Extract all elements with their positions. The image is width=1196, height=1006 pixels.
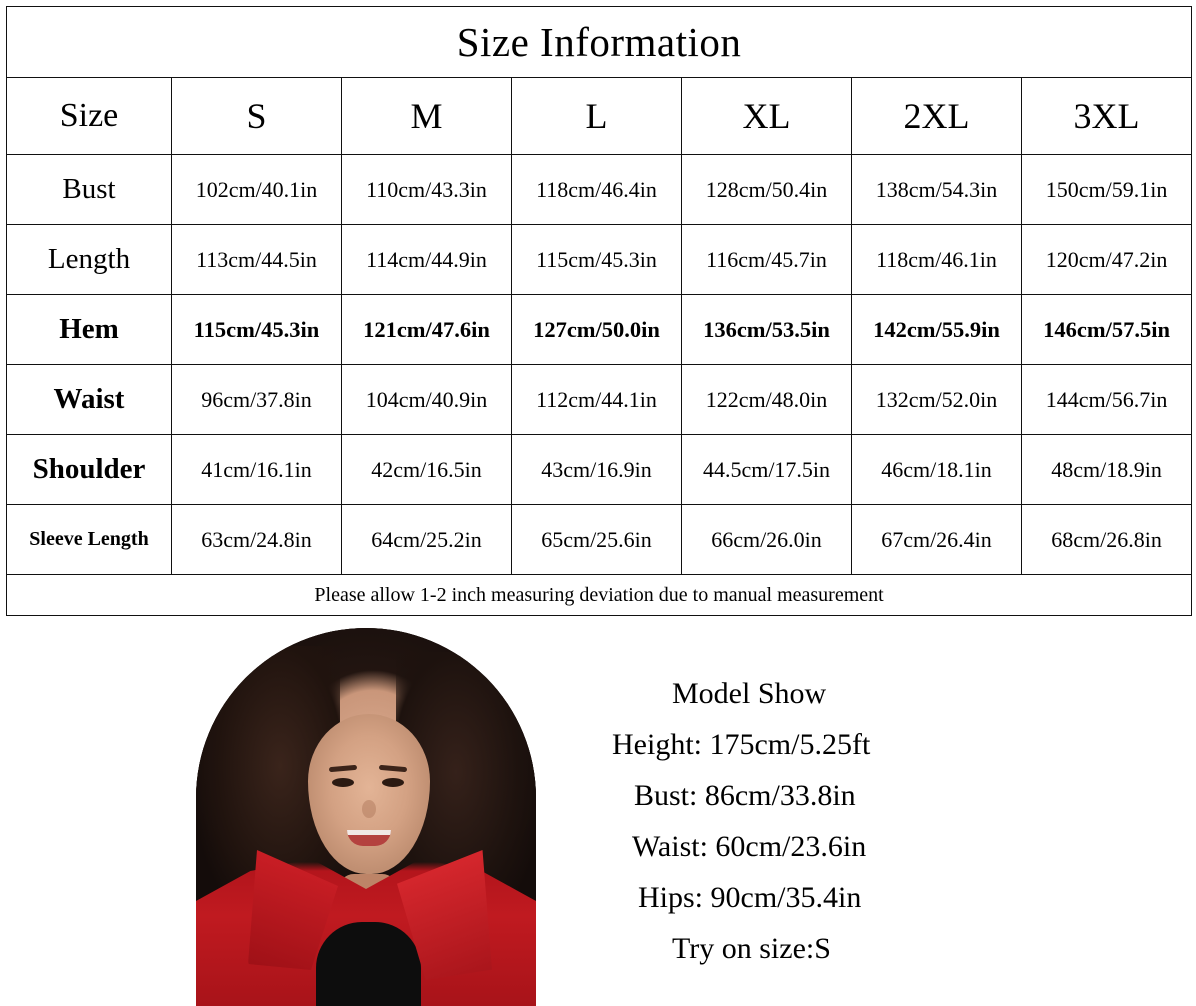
table-row-waist <box>7 365 1192 435</box>
table-row-shoulder <box>7 435 1192 505</box>
cell-length-2xl: 118cm/46.1in <box>852 225 1022 295</box>
table-row-length <box>7 225 1192 295</box>
model-waist: Waist: 60cm/23.6in <box>632 830 867 863</box>
table-header-row <box>7 78 1192 155</box>
cell-sleeve-m: 64cm/25.2in <box>342 505 512 575</box>
model-info-list <box>600 668 1160 974</box>
cell-sleeve-s: 63cm/24.8in <box>172 505 342 575</box>
cell-bust-m: 110cm/43.3in <box>342 155 512 225</box>
cell-waist-xl: 122cm/48.0in <box>682 365 852 435</box>
size-information-table-container <box>6 6 1190 616</box>
row-label-length: Length <box>7 225 172 295</box>
cell-shoulder-s: 41cm/16.1in <box>172 435 342 505</box>
cell-waist-l: 112cm/44.1in <box>512 365 682 435</box>
model-try-on-size: Try on size:S <box>672 932 831 965</box>
cell-shoulder-xl: 44.5cm/17.5in <box>682 435 852 505</box>
row-label-hem: Hem <box>7 295 172 365</box>
size-information-table <box>6 6 1192 616</box>
cell-sleeve-l: 65cm/25.6in <box>512 505 682 575</box>
cell-shoulder-2xl: 46cm/18.1in <box>852 435 1022 505</box>
cell-bust-s: 102cm/40.1in <box>172 155 342 225</box>
cell-hem-2xl: 142cm/55.9in <box>852 295 1022 365</box>
table-title-row <box>7 7 1192 78</box>
model-photo <box>196 628 536 1006</box>
cell-waist-3xl: 144cm/56.7in <box>1022 365 1192 435</box>
row-label-waist: Waist <box>7 365 172 435</box>
model-bust: Bust: 86cm/33.8in <box>634 779 856 812</box>
cell-hem-xl: 136cm/53.5in <box>682 295 852 365</box>
cell-bust-l: 118cm/46.4in <box>512 155 682 225</box>
cell-shoulder-m: 42cm/16.5in <box>342 435 512 505</box>
header-cell-3xl: 3XL <box>1022 78 1192 155</box>
cell-hem-s: 115cm/45.3in <box>172 295 342 365</box>
row-label-bust: Bust <box>7 155 172 225</box>
table-row-bust <box>7 155 1192 225</box>
model-height: Height: 175cm/5.25ft <box>612 728 871 761</box>
header-cell-m: M <box>342 78 512 155</box>
model-eye-left <box>332 778 354 787</box>
cell-length-3xl: 120cm/47.2in <box>1022 225 1192 295</box>
table-title: Size Information <box>7 7 1192 78</box>
model-nose <box>362 800 376 818</box>
header-cell-xl: XL <box>682 78 852 155</box>
cell-waist-m: 104cm/40.9in <box>342 365 512 435</box>
row-label-shoulder: Shoulder <box>7 435 172 505</box>
header-cell-2xl: 2XL <box>852 78 1022 155</box>
black-inner-top <box>316 922 421 1006</box>
cell-waist-s: 96cm/37.8in <box>172 365 342 435</box>
model-hips: Hips: 90cm/35.4in <box>638 881 862 914</box>
cell-bust-3xl: 150cm/59.1in <box>1022 155 1192 225</box>
measurement-note: Please allow 1-2 inch measuring deviation due to manual measurement <box>7 575 1192 616</box>
cell-length-s: 113cm/44.5in <box>172 225 342 295</box>
cell-sleeve-xl: 66cm/26.0in <box>682 505 852 575</box>
cell-hem-l: 127cm/50.0in <box>512 295 682 365</box>
table-row-hem <box>7 295 1192 365</box>
header-cell-l: L <box>512 78 682 155</box>
model-show-title: Model Show <box>672 677 827 710</box>
row-label-sleeve-length: Sleeve Length <box>7 505 172 575</box>
cell-waist-2xl: 132cm/52.0in <box>852 365 1022 435</box>
cell-sleeve-2xl: 67cm/26.4in <box>852 505 1022 575</box>
table-note-row <box>7 575 1192 616</box>
cell-length-xl: 116cm/45.7in <box>682 225 852 295</box>
cell-bust-xl: 128cm/50.4in <box>682 155 852 225</box>
cell-bust-2xl: 138cm/54.3in <box>852 155 1022 225</box>
cell-length-m: 114cm/44.9in <box>342 225 512 295</box>
model-eye-right <box>382 778 404 787</box>
cell-length-l: 115cm/45.3in <box>512 225 682 295</box>
header-cell-s: S <box>172 78 342 155</box>
cell-shoulder-3xl: 48cm/18.9in <box>1022 435 1192 505</box>
cell-shoulder-l: 43cm/16.9in <box>512 435 682 505</box>
cell-sleeve-3xl: 68cm/26.8in <box>1022 505 1192 575</box>
cell-hem-3xl: 146cm/57.5in <box>1022 295 1192 365</box>
model-show-section <box>0 622 1196 1006</box>
header-cell-size: Size <box>7 78 172 155</box>
cell-hem-m: 121cm/47.6in <box>342 295 512 365</box>
table-row-sleeve-length <box>7 505 1192 575</box>
